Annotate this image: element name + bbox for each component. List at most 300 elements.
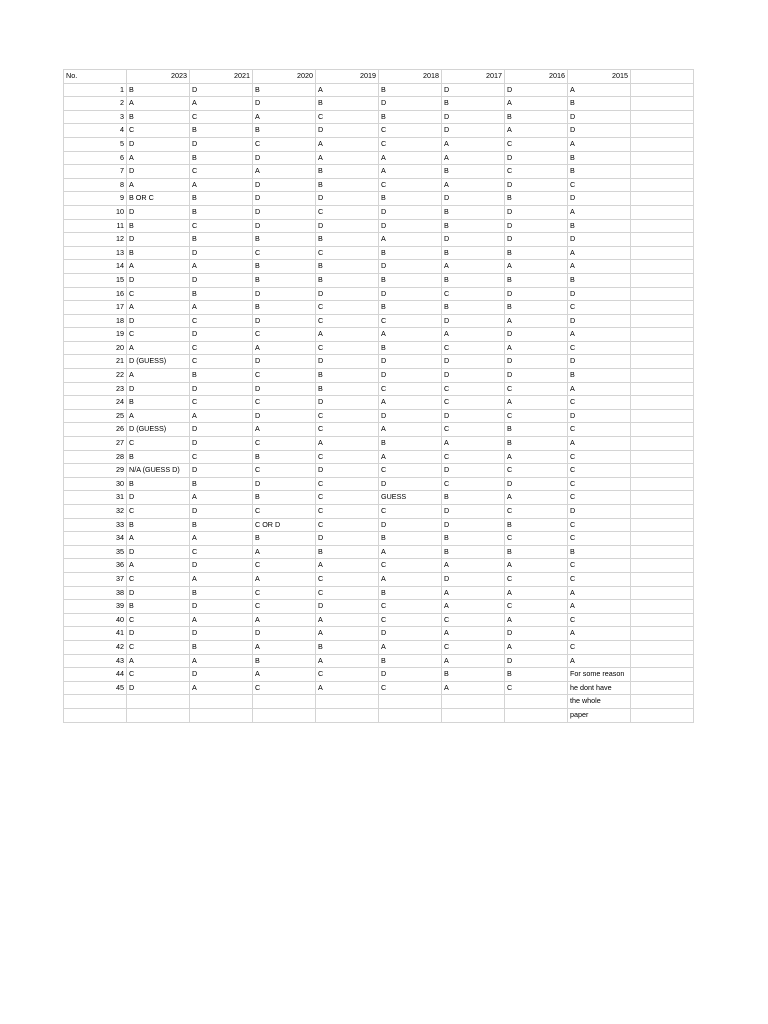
empty-cell (631, 273, 694, 287)
answer-cell: B (253, 491, 316, 505)
header-empty-cell (631, 70, 694, 84)
empty-cell (631, 369, 694, 383)
table-row (64, 97, 694, 111)
answer-cell: A (127, 532, 190, 546)
answer-cell: B (379, 532, 442, 546)
answer-cell: D (190, 437, 253, 451)
answer-cell: C (379, 137, 442, 151)
answer-cell: A (568, 627, 631, 641)
question-number-cell: 45 (64, 681, 127, 695)
answer-cell: B (190, 151, 253, 165)
answer-cell: A (190, 260, 253, 274)
empty-cell (631, 246, 694, 260)
empty-cell (631, 396, 694, 410)
answer-cell: C (505, 137, 568, 151)
answer-cell: C (127, 328, 190, 342)
answer-cell: D (505, 328, 568, 342)
answer-cell: A (190, 409, 253, 423)
answer-cell: D (127, 545, 190, 559)
answer-cell: B (379, 437, 442, 451)
answer-cell: B (253, 532, 316, 546)
question-number-cell: 42 (64, 640, 127, 654)
answer-cell: D (127, 681, 190, 695)
answer-cell: A (190, 654, 253, 668)
answer-cell: A (442, 586, 505, 600)
answer-cell: B (127, 518, 190, 532)
answer-cell: B (190, 287, 253, 301)
answer-cell: A (505, 450, 568, 464)
answer-cell: D (127, 205, 190, 219)
answer-cell: B (253, 450, 316, 464)
answer-cell: D (505, 369, 568, 383)
answer-cell: D (127, 491, 190, 505)
answer-cell: A (316, 627, 379, 641)
answer-cell: C (568, 518, 631, 532)
question-number-cell: 1 (64, 83, 127, 97)
answer-cell: B (505, 437, 568, 451)
question-number-cell: 18 (64, 314, 127, 328)
answer-cell: D (442, 518, 505, 532)
answer-table (63, 69, 694, 723)
table-row (64, 396, 694, 410)
answer-cell: GUESS (379, 491, 442, 505)
empty-cell (631, 559, 694, 573)
empty-cell (631, 382, 694, 396)
answer-cell: B (190, 518, 253, 532)
empty-cell (631, 328, 694, 342)
empty-cell (631, 668, 694, 682)
answer-cell: A (379, 545, 442, 559)
answer-cell: B (127, 600, 190, 614)
empty-cell (631, 301, 694, 315)
answer-cell: C (568, 301, 631, 315)
table-row (64, 233, 694, 247)
answer-cell: D (190, 627, 253, 641)
answer-cell: A (253, 668, 316, 682)
answer-cell: D (379, 518, 442, 532)
answer-cell: D (505, 477, 568, 491)
answer-cell: A (127, 341, 190, 355)
table-row (64, 137, 694, 151)
answer-cell: A (190, 178, 253, 192)
answer-cell: B (190, 369, 253, 383)
answer-cell: B (505, 423, 568, 437)
answer-cell: A (379, 328, 442, 342)
empty-cell (631, 627, 694, 641)
answer-cell (442, 695, 505, 709)
answer-cell: D (568, 233, 631, 247)
answer-cell: C (316, 450, 379, 464)
answer-cell: A (442, 260, 505, 274)
answer-cell: A (505, 640, 568, 654)
answer-cell: D (190, 600, 253, 614)
answer-cell: A (253, 640, 316, 654)
answer-cell: D (316, 287, 379, 301)
header-no: No. (64, 70, 127, 84)
table-row (64, 491, 694, 505)
header-year: 2017 (442, 70, 505, 84)
question-number-cell: 16 (64, 287, 127, 301)
answer-cell: B (379, 301, 442, 315)
table-row (64, 110, 694, 124)
answer-cell: D (568, 192, 631, 206)
table-row (64, 273, 694, 287)
empty-cell (631, 477, 694, 491)
answer-cell: D (127, 627, 190, 641)
answer-cell: D (190, 328, 253, 342)
answer-cell: B (505, 192, 568, 206)
table-row (64, 287, 694, 301)
answer-cell: C (253, 328, 316, 342)
table-row (64, 505, 694, 519)
empty-cell (631, 341, 694, 355)
answer-cell: B (190, 233, 253, 247)
answer-cell: D (379, 668, 442, 682)
answer-cell: B (127, 246, 190, 260)
answer-cell: B (505, 668, 568, 682)
answer-cell: A (568, 600, 631, 614)
question-number-cell (64, 708, 127, 722)
answer-cell: C (253, 464, 316, 478)
table-row (64, 600, 694, 614)
answer-cell: D (316, 124, 379, 138)
answer-cell: D (127, 137, 190, 151)
answer-cell: C (568, 396, 631, 410)
answer-cell: B (505, 110, 568, 124)
empty-cell (631, 124, 694, 138)
answer-cell: B (379, 341, 442, 355)
answer-cell: A (379, 233, 442, 247)
answer-cell: B (379, 192, 442, 206)
answer-cell: B (316, 97, 379, 111)
empty-cell (631, 545, 694, 559)
answer-cell: B (127, 83, 190, 97)
answer-cell: D (190, 505, 253, 519)
answer-cell: A (379, 640, 442, 654)
header-year: 2015 (568, 70, 631, 84)
answer-cell: B (442, 668, 505, 682)
answer-cell: C (127, 505, 190, 519)
table-row (64, 355, 694, 369)
answer-cell: D (190, 246, 253, 260)
answer-cell: D (GUESS) (127, 423, 190, 437)
answer-cell: C (316, 572, 379, 586)
answer-cell: C (442, 423, 505, 437)
answer-cell: C (316, 586, 379, 600)
answer-cell: C (127, 287, 190, 301)
answer-cell: B (442, 491, 505, 505)
answer-cell: D (316, 532, 379, 546)
question-number-cell: 23 (64, 382, 127, 396)
empty-cell (631, 491, 694, 505)
answer-cell (127, 708, 190, 722)
answer-cell: B OR C (127, 192, 190, 206)
question-number-cell: 8 (64, 178, 127, 192)
answer-cell: D (379, 287, 442, 301)
answer-cell: C (379, 559, 442, 573)
answer-cell: D (190, 137, 253, 151)
answer-cell: D (442, 369, 505, 383)
answer-cell: B (568, 151, 631, 165)
question-number-cell: 4 (64, 124, 127, 138)
answer-cell: B (568, 369, 631, 383)
answer-cell: A (505, 613, 568, 627)
answer-cell: B (505, 301, 568, 315)
answer-cell: C (568, 559, 631, 573)
empty-cell (631, 205, 694, 219)
answer-cell: D (442, 192, 505, 206)
answer-cell: A (379, 151, 442, 165)
answer-cell: D (253, 97, 316, 111)
answer-cell: C (568, 532, 631, 546)
answer-cell: B (316, 382, 379, 396)
answer-cell: A (442, 328, 505, 342)
answer-cell: C (379, 382, 442, 396)
answer-cell: D (190, 668, 253, 682)
answer-cell: A (442, 137, 505, 151)
answer-cell: A (442, 627, 505, 641)
answer-cell (190, 708, 253, 722)
table-row (64, 613, 694, 627)
table-row (64, 450, 694, 464)
question-number-cell: 35 (64, 545, 127, 559)
answer-cell: D (505, 627, 568, 641)
answer-cell: C (505, 600, 568, 614)
answer-cell: A (190, 97, 253, 111)
answer-cell: C (442, 450, 505, 464)
answer-cell: B (190, 477, 253, 491)
answer-cell: A (568, 246, 631, 260)
answer-cell: B (316, 165, 379, 179)
question-number-cell: 39 (64, 600, 127, 614)
answer-cell: D (316, 219, 379, 233)
table-row (64, 83, 694, 97)
question-number-cell (64, 695, 127, 709)
answer-cell: A (316, 151, 379, 165)
answer-cell: A (253, 572, 316, 586)
answer-cell: D (253, 192, 316, 206)
answer-cell: B (379, 83, 442, 97)
answer-cell: A (253, 165, 316, 179)
answer-cell: C (316, 505, 379, 519)
answer-cell: D (379, 627, 442, 641)
answer-cell: B (442, 545, 505, 559)
table-row (64, 192, 694, 206)
answer-cell: D (127, 165, 190, 179)
table-row (64, 640, 694, 654)
answer-cell: C (253, 600, 316, 614)
answer-cell: A (505, 396, 568, 410)
answer-cell: C (253, 246, 316, 260)
question-number-cell: 32 (64, 505, 127, 519)
empty-cell (631, 505, 694, 519)
answer-cell: D (253, 219, 316, 233)
answer-cell: C (379, 505, 442, 519)
answer-cell: D (190, 273, 253, 287)
answer-cell: C (442, 341, 505, 355)
answer-cell: A (442, 600, 505, 614)
table-row (64, 301, 694, 315)
answer-cell: A (568, 205, 631, 219)
answer-cell: D (316, 396, 379, 410)
answer-cell: C (253, 559, 316, 573)
answer-cell: C (568, 450, 631, 464)
answer-cell: B (253, 124, 316, 138)
table-row (64, 328, 694, 342)
answer-cell: C (505, 572, 568, 586)
answer-cell: A (127, 369, 190, 383)
answer-cell: B (316, 233, 379, 247)
answer-cell: C (379, 681, 442, 695)
answer-cell: C (568, 572, 631, 586)
table-row (64, 477, 694, 491)
answer-cell: B (442, 219, 505, 233)
answer-cell: D (190, 423, 253, 437)
answer-cell: C (505, 382, 568, 396)
answer-cell: A (568, 328, 631, 342)
answer-cell: B (316, 545, 379, 559)
answer-cell: D (442, 464, 505, 478)
answer-cell: D (505, 219, 568, 233)
header-year: 2023 (127, 70, 190, 84)
question-number-cell: 31 (64, 491, 127, 505)
answer-cell: A (505, 124, 568, 138)
empty-cell (631, 708, 694, 722)
answer-cell: C (190, 219, 253, 233)
answer-cell: D (316, 355, 379, 369)
answer-cell: C (316, 491, 379, 505)
header-year: 2016 (505, 70, 568, 84)
answer-cell: B (190, 205, 253, 219)
answer-cell: C (505, 505, 568, 519)
answer-cell: B (316, 369, 379, 383)
table-row (64, 518, 694, 532)
answer-cell: A (568, 437, 631, 451)
table-row (64, 165, 694, 179)
answer-cell: C (127, 613, 190, 627)
answer-cell: D (379, 477, 442, 491)
answer-cell: D (190, 83, 253, 97)
answer-cell: A (190, 572, 253, 586)
answer-cell: C (316, 341, 379, 355)
answer-cell: D (505, 178, 568, 192)
answer-cell: A (127, 301, 190, 315)
empty-cell (631, 178, 694, 192)
table-row (64, 409, 694, 423)
answer-cell: B (379, 586, 442, 600)
answer-cell: B (442, 301, 505, 315)
answer-cell: C (379, 464, 442, 478)
answer-cell: C (568, 178, 631, 192)
answer-cell: D (379, 205, 442, 219)
answer-cell: A (379, 572, 442, 586)
answer-cell (505, 695, 568, 709)
answer-cell: C (127, 640, 190, 654)
question-number-cell: 13 (64, 246, 127, 260)
answer-cell: B (127, 396, 190, 410)
answer-cell: B (568, 97, 631, 111)
answer-cell: C (190, 450, 253, 464)
answer-cell: B (127, 450, 190, 464)
answer-cell (442, 708, 505, 722)
answer-cell: A (316, 681, 379, 695)
empty-cell (631, 97, 694, 111)
empty-cell (631, 613, 694, 627)
answer-cell: A (442, 559, 505, 573)
answer-cell: B (127, 477, 190, 491)
answer-cell: D (442, 110, 505, 124)
answer-table-body (64, 70, 694, 723)
answer-cell: D (316, 600, 379, 614)
answer-cell: D (316, 192, 379, 206)
table-row (64, 341, 694, 355)
table-row (64, 695, 694, 709)
answer-cell: C (568, 491, 631, 505)
answer-cell: D (505, 233, 568, 247)
answer-cell: A (379, 165, 442, 179)
table-row (64, 423, 694, 437)
answer-cell: D (505, 205, 568, 219)
answer-cell: C (379, 613, 442, 627)
table-row (64, 668, 694, 682)
answer-cell: B (253, 273, 316, 287)
table-row (64, 464, 694, 478)
answer-cell: B (568, 219, 631, 233)
answer-cell: D (253, 477, 316, 491)
answer-cell: A (316, 613, 379, 627)
question-number-cell: 15 (64, 273, 127, 287)
answer-cell: C (442, 477, 505, 491)
answer-cell: A (568, 137, 631, 151)
answer-cell: N/A (GUESS D) (127, 464, 190, 478)
header-year: 2019 (316, 70, 379, 84)
answer-cell: D (568, 314, 631, 328)
answer-cell: C (568, 423, 631, 437)
answer-cell: A (190, 491, 253, 505)
empty-cell (631, 423, 694, 437)
answer-cell: C (379, 600, 442, 614)
answer-cell: C (316, 301, 379, 315)
answer-cell: A (316, 137, 379, 151)
answer-cell: A (127, 97, 190, 111)
question-number-cell: 41 (64, 627, 127, 641)
answer-cell: D (505, 654, 568, 668)
answer-cell: the whole (568, 695, 631, 709)
empty-cell (631, 450, 694, 464)
empty-cell (631, 219, 694, 233)
answer-cell: A (127, 260, 190, 274)
answer-cell: B (442, 273, 505, 287)
answer-cell: C (316, 205, 379, 219)
empty-cell (631, 314, 694, 328)
question-number-cell: 2 (64, 97, 127, 111)
empty-cell (631, 640, 694, 654)
answer-cell: B (253, 233, 316, 247)
empty-cell (631, 287, 694, 301)
empty-cell (631, 654, 694, 668)
table-row (64, 559, 694, 573)
answer-cell: D (127, 233, 190, 247)
answer-cell: C (190, 545, 253, 559)
answer-cell: A (505, 260, 568, 274)
table-row (64, 437, 694, 451)
answer-cell: D (442, 83, 505, 97)
answer-cell: A (505, 314, 568, 328)
answer-cell: A (127, 178, 190, 192)
answer-cell: D (253, 627, 316, 641)
question-number-cell: 44 (64, 668, 127, 682)
answer-cell: D (379, 355, 442, 369)
